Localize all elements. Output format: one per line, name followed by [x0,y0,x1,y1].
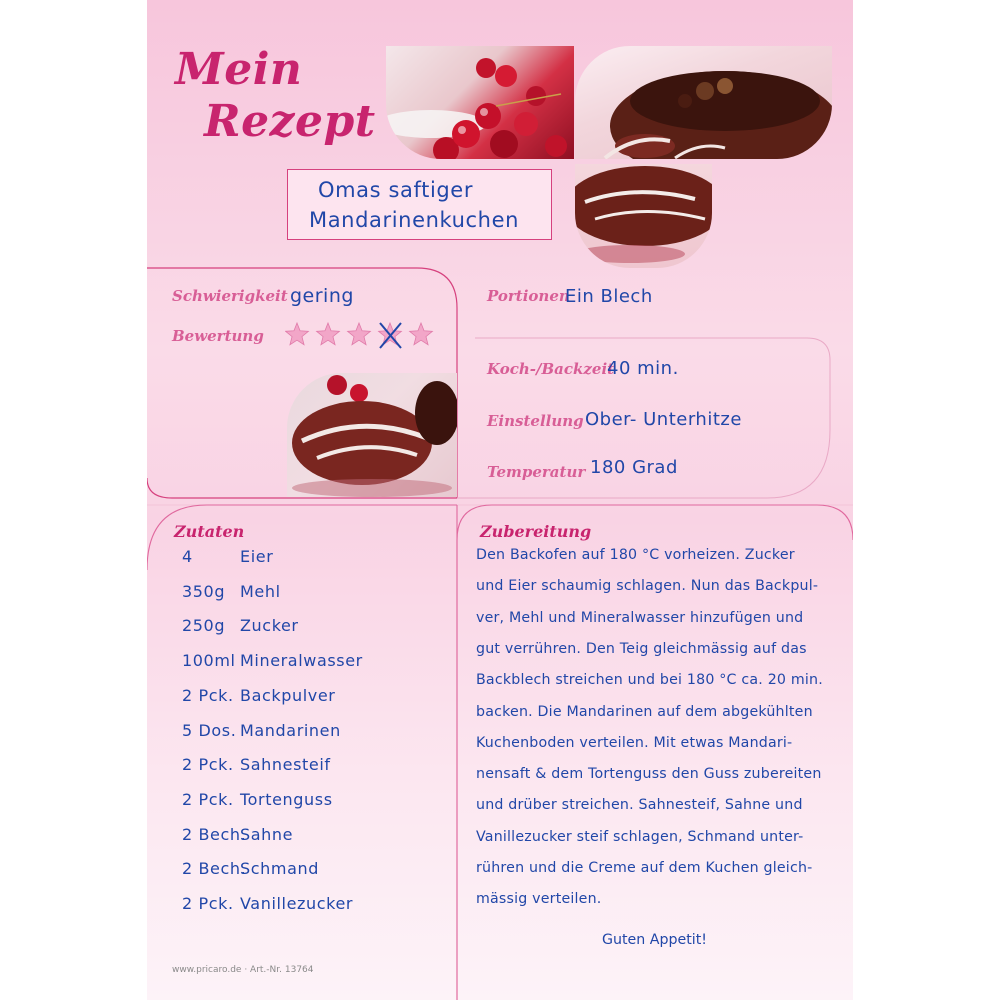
preparation-line: Vanillezucker steif schlagen, Schmand unter- [476,828,804,845]
ingredient-row [182,825,293,844]
difficulty-value: gering [290,285,354,307]
recipe-card [147,0,853,1000]
preparation-line: mässig verteilen. [476,891,602,908]
ingredient-row [182,721,341,740]
ingredient-row [182,616,299,635]
ingredients-heading: Zutaten [174,522,245,541]
preparation-line: gut verrühren. Den Teig gleichmässig auf das [476,640,807,657]
footer-text: www.pricaro.de · Art.-Nr. 13764 [172,965,314,975]
currant-photo [386,46,574,159]
difficulty-label: Schwierigkeit [172,287,288,305]
ingredient-row [182,686,335,705]
rating-star-icon [348,323,371,345]
chocolate-roll-photo [575,46,832,159]
ingredient-quantity: 4 [182,547,193,566]
ingredient-quantity: 2 Bech. [182,859,247,879]
ingredient-quantity: 350g [182,581,226,601]
ingredient-name: Mehl [240,581,281,601]
closing-text: Guten Appetit! [602,932,707,948]
ingredient-quantity: 2 Pck. [182,789,234,809]
ingredient-name: Zucker [240,616,299,636]
temperature-label: Temperatur [487,463,586,481]
ingredient-name: Eier [240,547,274,566]
ingredient-name: Schmand [240,859,319,879]
ingredient-row [182,859,319,878]
ingredient-name: Vanillezucker [240,894,354,913]
ingredient-row [182,894,353,913]
preparation-line: Den Backofen auf 180 °C vorheizen. Zucker [476,547,795,563]
preparation-line: ver, Mehl und Mineralwasser hinzufügen und [476,609,804,626]
ingredient-quantity: 5 Dos. [182,720,237,740]
ingredient-row [182,547,273,566]
setting-value: Ober- Unterhitze [585,409,742,430]
preparation-line: nensaft & dem Tortenguss den Guss zubereiten [476,766,822,783]
ingredient-row [182,790,333,809]
ingredient-quantity: 250g [182,616,226,636]
ingredient-quantity: 2 Pck. [182,894,234,913]
preparation-line: rühren und die Creme auf dem Kuchen gleich- [476,860,813,876]
red-velvet-photo [287,373,457,497]
rating-stars [285,318,435,354]
ingredient-row [182,755,331,774]
ingredient-quantity: 100ml [182,651,236,671]
recipe-name-line2: Mandarinenkuchen [309,208,520,232]
setting-label: Einstellung [487,412,584,430]
rating-label: Bewertung [172,327,264,345]
cake-slice-photo [575,164,712,268]
ingredient-quantity: 2 Bech. [182,824,247,844]
page-title-line1: Mein [175,44,303,95]
preparation-line: und drüber streichen. Sahnesteif, Sahne und [476,797,803,814]
preparation-line: und Eier schaumig schlagen. Nun das Backpul- [476,578,819,595]
time-label: Koch-/Backzeit [487,360,615,378]
preparation-line: backen. Die Mandarinen auf dem abgekühlten [476,703,813,720]
ingredient-row [182,651,363,670]
time-value: 40 min. [607,358,679,379]
preparation-heading: Zubereitung [480,522,592,541]
portions-value: Ein Blech [565,286,653,307]
ingredient-name: Tortenguss [240,789,333,809]
rating-star-icon [286,323,309,345]
rating-star-icon [317,323,340,345]
recipe-name-line1: Omas saftiger [318,178,474,202]
ingredient-name: Mineralwasser [240,651,363,671]
ingredient-name: Sahne [240,824,294,844]
preparation-line: Kuchenboden verteilen. Mit etwas Mandari- [476,734,793,751]
rating-star-icon [410,323,433,345]
ingredient-name: Backpulver [240,685,336,705]
ingredient-row [182,582,281,601]
portions-label: Portionen [487,287,570,305]
preparation-line: Backblech streichen und bei 180 °C ca. 20 min. [476,672,823,689]
temperature-value: 180 Grad [590,457,678,478]
ingredient-quantity: 2 Pck. [182,755,234,775]
ingredient-name: Sahnesteif [240,755,331,775]
ingredient-name: Mandarinen [240,720,341,740]
page-title-line2: Rezept [204,96,376,147]
recipe-name-box [287,169,552,240]
ingredient-quantity: 2 Pck. [182,685,234,705]
